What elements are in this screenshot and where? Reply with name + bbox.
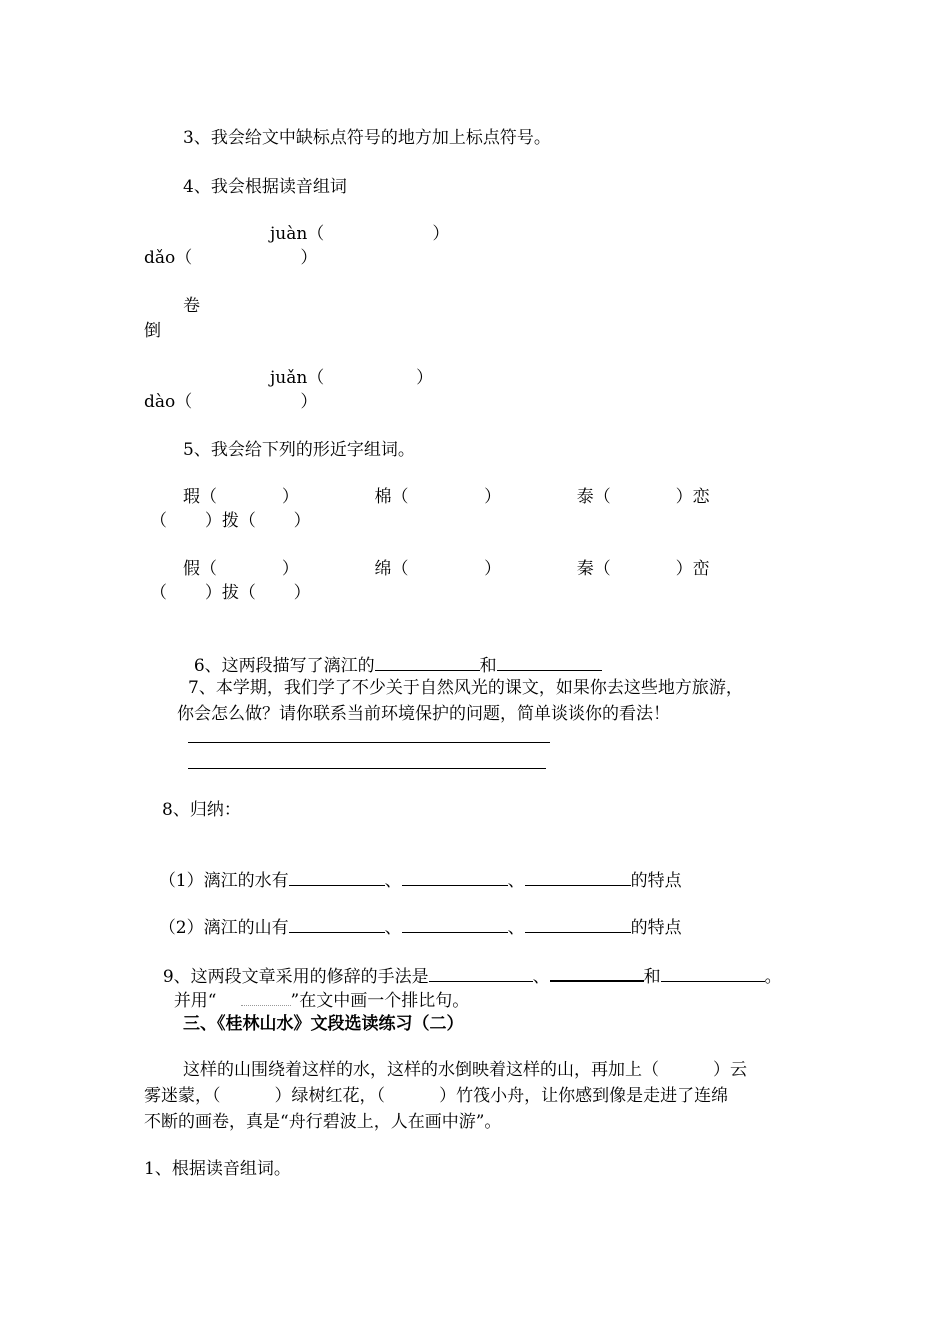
q9-blank-2[interactable] bbox=[550, 964, 644, 982]
q5-title: 5、我会给下列的形近字组词。 bbox=[183, 440, 415, 460]
q5-row2-line2: （ ）拔（ ） bbox=[150, 583, 311, 603]
q9-blank-3[interactable] bbox=[661, 965, 765, 982]
q7-answer-line-1[interactable] bbox=[188, 742, 550, 743]
q9-line2-end: ”在文中画一个排比句。 bbox=[290, 991, 470, 1011]
q8-sep: 、 bbox=[384, 871, 402, 891]
q6-blank-1[interactable] bbox=[375, 654, 480, 671]
q4-dao4-blank: dào（ ） bbox=[144, 392, 318, 412]
q5-row1-line1: 瑕（ ） 棉（ ） 泰（ ）恋 bbox=[183, 487, 710, 507]
q8-mountain-blank-3[interactable] bbox=[525, 916, 631, 933]
q4-juan3-blank: juǎn（ ） bbox=[270, 368, 434, 388]
q5-row2-line1: 假（ ） 绵（ ） 秦（ ）峦 bbox=[183, 559, 710, 579]
q8-mountain-blank-1[interactable] bbox=[289, 916, 385, 933]
q4-dao-char: 倒 bbox=[144, 321, 161, 341]
q9-line2-start: 并用“ bbox=[173, 991, 217, 1011]
passage-line-1: 这样的山围绕着这样的水，这样的水倒映着这样的山，再加上（ ）云 bbox=[183, 1060, 748, 1080]
q8-title: 8、归纳： bbox=[162, 800, 241, 820]
q9-and: 和 bbox=[643, 967, 661, 987]
q8-mountain-row bbox=[148, 892, 682, 940]
q9-end: 。 bbox=[764, 967, 782, 987]
q8-water-blank-1[interactable] bbox=[289, 869, 385, 886]
q8-sep: 、 bbox=[384, 918, 402, 938]
q9-text: 9、这两段文章采用的修辞的手法是 bbox=[162, 967, 429, 987]
q8-mountain-blank-2[interactable] bbox=[402, 916, 508, 933]
q8-suffix: 的特点 bbox=[630, 918, 682, 938]
q7-line1: 7、本学期，我们学了不少关于自然风光的课文，如果你去这些地方旅游， bbox=[188, 678, 743, 698]
passage-line-3: 不断的画卷，真是“舟行碧波上，人在画中游”。 bbox=[144, 1112, 502, 1132]
q9-line2 bbox=[163, 965, 469, 1013]
q8-sep: 、 bbox=[507, 918, 525, 938]
q7-line2: 你会怎么做？请你联系当前环境保护的问题，简单谈谈你的看法！ bbox=[177, 704, 670, 724]
q6-question bbox=[183, 630, 602, 678]
q8-sep: 、 bbox=[507, 871, 525, 891]
q8-water-blank-3[interactable] bbox=[525, 869, 631, 886]
passage-line-2: 雾迷蒙，（ ）绿树红花，（ ）竹筏小舟，让你感到像是走进了连绵 bbox=[144, 1086, 729, 1106]
q8-suffix: 的特点 bbox=[630, 871, 682, 891]
section-3-title: 三、《桂林山水》文段选读练习（二） bbox=[183, 1014, 464, 1034]
q6-blank-2[interactable] bbox=[497, 654, 602, 671]
q4-juan4-blank: juàn（ ） bbox=[270, 224, 450, 244]
q8-water-row bbox=[148, 845, 682, 893]
q8-water-blank-2[interactable] bbox=[402, 869, 508, 886]
wavy-underline-mark bbox=[241, 991, 291, 1006]
q8-water-prefix: （1）漓江的水有 bbox=[158, 871, 289, 891]
q4-dao3-blank: dǎo（ ） bbox=[144, 248, 318, 268]
q5-row1-line2: （ ）拨（ ） bbox=[150, 511, 311, 531]
q7-answer-line-2[interactable] bbox=[188, 768, 546, 769]
q6-and: 和 bbox=[479, 656, 497, 676]
q3-instruction: 3、我会给文中缺标点符号的地方加上标点符号。 bbox=[183, 128, 551, 148]
q9-sep: 、 bbox=[532, 967, 550, 987]
q4-title: 4、我会根据读音组词 bbox=[183, 177, 347, 197]
q6-text: 6、这两段描写了漓江的 bbox=[193, 656, 375, 676]
q8-mountain-prefix: （2）漓江的山有 bbox=[158, 918, 289, 938]
q4-juan-char: 卷 bbox=[183, 296, 200, 316]
s3-q1-instruction: 1、根据读音组词。 bbox=[144, 1159, 291, 1179]
